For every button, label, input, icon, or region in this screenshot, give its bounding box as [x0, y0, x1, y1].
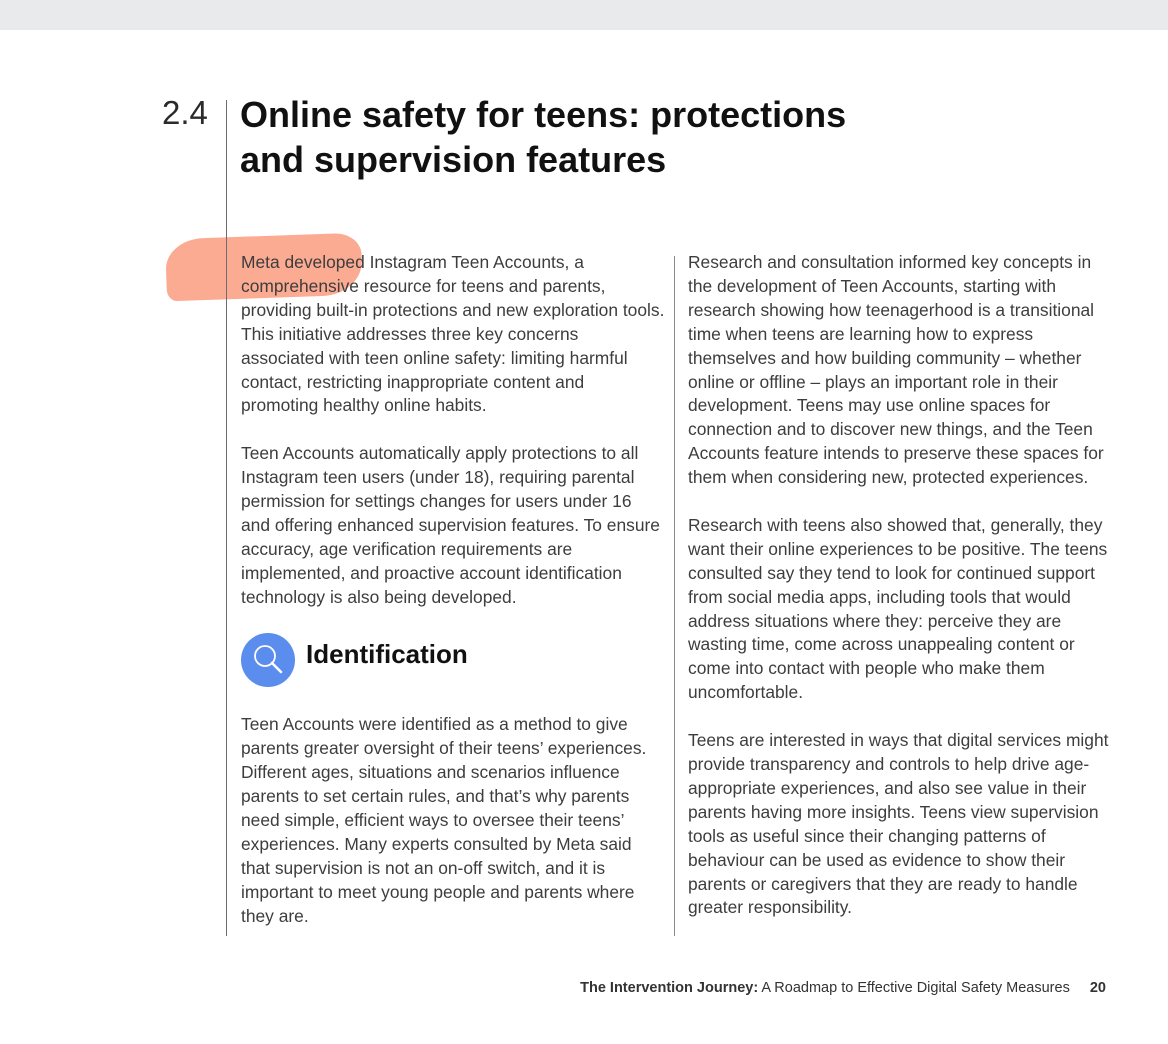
search-icon — [241, 633, 295, 687]
subheading-title: Identification — [306, 639, 468, 670]
column-divider — [674, 256, 675, 936]
left-column — [241, 251, 665, 953]
footer-subtitle: A Roadmap to Effective Digital Safety Measures — [761, 980, 1070, 996]
left-paragraph-1: Meta developed Instagram Teen Accounts, a comprehensive resource for teens and parents, providing built-in protections and new exploration tools. This initiative addresses three key concerns associated with teen online safety: limiting harmful contact, restricting inappropriate content and promoting healthy online habits. — [241, 252, 665, 416]
right-paragraph-3: Teens are interested in ways that digital services might provide transparency and controls to help drive age-appropriate experiences, and also see value in their parents having more insights. Teens view supervision tools as useful since their changing patterns of behaviour can be used as evidence to show their parents or caregivers that they are ready to handle greater responsibility. — [688, 730, 1109, 918]
right-paragraph-2: Research with teens also showed that, generally, they want their online experiences to be positive. The teens consulted say they tend to look for continued support from social media apps, including tools that would address situations where they: perceive they are wasting time, come across unappealing content or come into contact with people who make them uncomfortable. — [688, 514, 1108, 703]
right-paragraph-1: Research and consultation informed key concepts in the development of Teen Accounts, starting with research showing how teenagerhood is a transitional time when teens are learning how to express themselves and how building community – whether online or offline – plays an important role in their development. Teens may use online spaces for connection and to discover new things, and the Teen Accounts feature intends to preserve these spaces for them when considering new, protected experiences. — [688, 252, 1104, 488]
identification-subheading — [241, 633, 665, 687]
top-band — [0, 0, 1168, 30]
section-title: Online safety for teens: protections and supervision features — [240, 94, 847, 180]
footer-lead: The Intervention Journey: — [580, 980, 759, 996]
page-footer — [580, 980, 1106, 996]
right-column — [688, 251, 1112, 944]
page-number: 20 — [1089, 980, 1106, 996]
left-paragraph-2: Teen Accounts automatically apply protections to all Instagram teen users (under 18), requiring parental permission for settings changes for users under 16 and offering enhanced supervision features. To ensure accuracy, age verification requirements are implemented, and proactive account identification technology is also being developed. — [241, 443, 660, 607]
section-divider — [226, 100, 227, 936]
section-number: 2.4 — [162, 94, 208, 131]
left-paragraph-3: Teen Accounts were identified as a method to give parents greater oversight of their teens’ experiences. Different ages, situations and scenarios influence parents to set certain rules, and that’s why parents need simple, efficient ways to oversee their teens’ experiences. Many experts consulted by Meta said that supervision is not an on-off switch, and it is important to meet young people and parents where they are. — [241, 714, 647, 926]
